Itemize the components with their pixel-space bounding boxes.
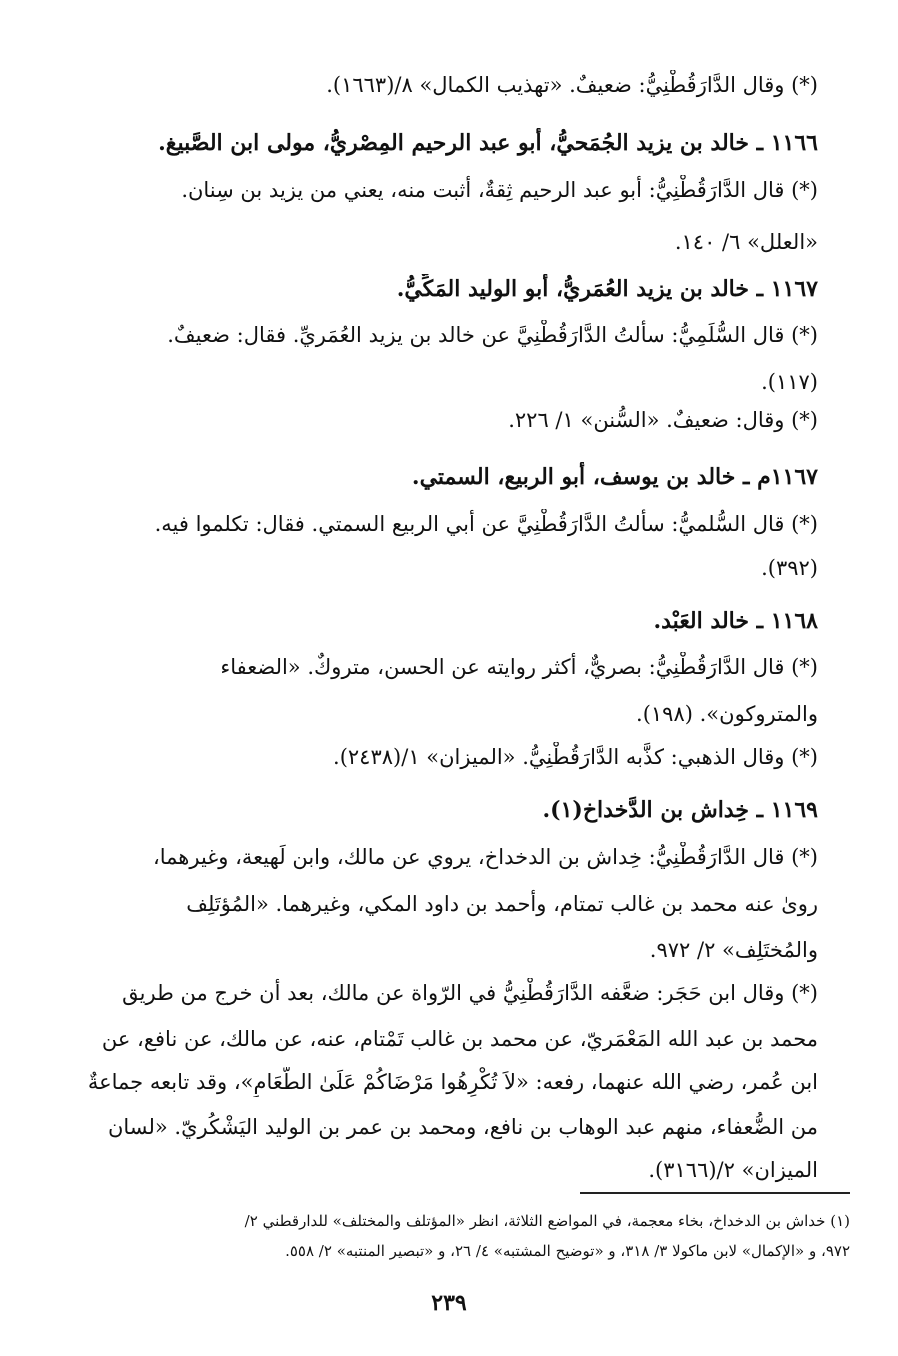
- text-line: والمُختَلِف» ٢/ ٩٧٢.: [649, 938, 818, 962]
- text-line: والمتروكون». (١٩٨).: [636, 702, 818, 726]
- entry-heading: ١١٦٩ ـ خِداش بن الدَّخداخ(١).: [542, 797, 818, 823]
- footnote-line: (١) خداش بن الدخداخ، بخاء معجمة، في المواضع الثلاثة، انظر «المؤتلف والمختلف» للدارقطني ٢/: [244, 1212, 850, 1230]
- text-line: من الضُّعفاء، منهم عبد الوهاب بن نافع، ومحمد بن عمر بن الوليد اليَشْكُريّ. «لسان: [107, 1115, 818, 1139]
- text-line: (*) قال السُّلَمِيُّ: سألتُ الدَّارَقُطْنِيَّ عن خالد بن يزيد العُمَريِّ. فقال: ضعيفٌ.: [167, 323, 818, 347]
- text-line: (*) قال الدَّارَقُطْنِيُّ: بصريٌّ، أكثر روايته عن الحسن، متروكٌ. «الضعفاء: [220, 655, 818, 679]
- text-line: (*) قال السُّلميُّ: سألتُ الدَّارَقُطْنِيَّ عن أبي الربيع السمتي. فقال: تكلموا فيه.: [154, 512, 818, 536]
- text-line: محمد بن عبد الله المَعْمَريّ، عن محمد بن غالب تَمْتام، عنه، عن مالك، عن نافع، عن: [101, 1027, 818, 1051]
- text-line: (*) وقال ابن حَجَر: ضعَّفه الدَّارَقُطْنِيُّ في الرّواة عن مالك، بعد أن خرج من طريق: [122, 981, 818, 1005]
- footnote-separator: [580, 1192, 850, 1194]
- text-line: (*) وقال الذهبي: كذَّبه الدَّارَقُطْنِيُّ. «الميزان» ١/(٢٤٣٨).: [333, 745, 818, 769]
- text-line: (*) قال الدَّارَقُطْنِيُّ: أبو عبد الرحيم ثِقةٌ، أثبت منه، يعني من يزيد بن سِنان.: [181, 178, 818, 202]
- text-line: ابن عُمر، رضي الله عنهما، رفعه: «لاَ تُكْرِهُوا مَرْضَاكُمْ عَلَىٰ الطَّعَامِ»، وقد تابعه جماعةٌ: [87, 1070, 818, 1094]
- text-line: (*) وقال الدَّارَقُطْنِيُّ: ضعيفٌ. «تهذيب الكمال» ٨/(١٦٦٣).: [326, 73, 818, 97]
- entry-heading: ١١٦٦ ـ خالد بن يزيد الجُمَحيُّ، أبو عبد الرحيم المِصْريُّ، مولى ابن الصَّبيغ.: [158, 130, 818, 156]
- text-line: (*) قال الدَّارَقُطْنِيُّ: خِداش بن الدخداخ، يروي عن مالك، وابن لَهيعة، وغيرهما،: [152, 845, 818, 869]
- text-line: الميزان» ٢/(٣١٦٦).: [648, 1158, 818, 1182]
- text-line: (١١٧).: [761, 370, 818, 394]
- text-line: روىٰ عنه محمد بن غالب تمتام، وأحمد بن داود المكي، وغيرهما. «المُؤتَلِف: [186, 892, 818, 916]
- entry-heading: ١١٦٨ ـ خالد العَبْد.: [653, 608, 818, 634]
- footnote-line: ٩٧٢، و «الإكمال» لابن ماكولا ٣/ ٣١٨، و «توضيح المشتبه» ٤/ ٢٦، و «تبصير المنتبه» ٢/ ٥٥٨.: [285, 1242, 850, 1260]
- entry-heading: ١١٦٧ ـ خالد بن يزيد العُمَريُّ، أبو الوليد المَكِّيُّ.: [396, 276, 818, 302]
- text-line: «العلل» ٦/ ١٤٠.: [674, 230, 818, 254]
- page-number: ٢٣٩: [431, 1290, 467, 1316]
- text-line: (٣٩٢).: [761, 556, 818, 580]
- entry-heading: ١١٦٧م ـ خالد بن يوسف، أبو الربيع، السمتي.: [411, 464, 818, 490]
- text-line: (*) وقال: ضعيفٌ. «السُّنن» ١/ ٢٢٦.: [508, 408, 818, 432]
